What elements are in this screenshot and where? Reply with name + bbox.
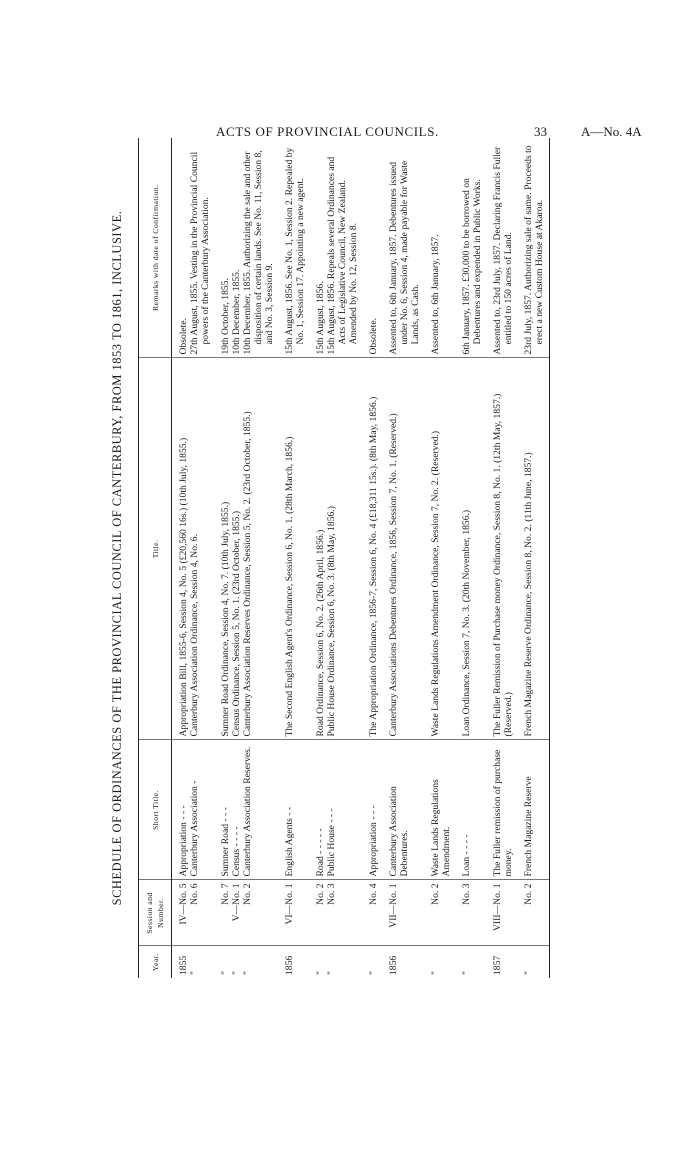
cell-year: "	[315, 971, 326, 975]
cell-title: French Magazine Reserve Ordinance, Session 8, No. 2. (11th June, 1857.)	[514, 358, 550, 740]
cell-session: No. 3	[326, 880, 359, 946]
cell-remarks	[452, 138, 483, 358]
cell-title: Waste Lands Regulations Amendment Ordinance, Session 7, No. 2. (Reserved.)	[421, 358, 452, 740]
cell-title: Canterbury Association Ordinance, Session 4, No. 6.	[189, 358, 211, 740]
cell-year: "	[430, 971, 441, 975]
cell-short-title: Appropriation - - -	[172, 740, 190, 880]
table-row	[379, 138, 421, 978]
cell-year: "	[368, 971, 379, 975]
cell-remarks	[275, 138, 306, 358]
rotated-schedule	[110, 138, 630, 978]
cell-remarks	[379, 138, 421, 358]
cell-session: V—No. 1	[231, 880, 242, 946]
cell-title: Public House Ordinance, Session 6, No. 3. (8th May, 1856.)	[326, 358, 359, 740]
cell-title: The Appropriation Ordinance, 1856-7, Session 6, No. 4 (£18,311 15s.). (8th May, 1856.)	[359, 358, 379, 740]
table-row	[242, 138, 275, 978]
cell-year: 1857	[492, 955, 503, 975]
cell-title: Loan Ordinance, Session 7, No. 3. (20th November, 1856.)	[452, 358, 483, 740]
table-row	[326, 138, 359, 978]
cell-year: 1856	[388, 955, 399, 975]
remark-line: 6th January, 1857. £30,000 to be borrowed on Debentures and expended in Public Works.	[461, 178, 483, 355]
cell-session: No. 7	[211, 880, 231, 946]
remark-line: 10th December, 1855. Authorizing the sale and other disposition of certain lands. See No. 11, Session 8, and No. 3, Session 9.	[242, 150, 275, 355]
cell-year: "	[461, 971, 472, 975]
page-number: 33	[534, 124, 547, 139]
cell-short-title: English Agents - -	[275, 740, 306, 880]
cell-remarks	[483, 138, 514, 358]
cell-session: VI—No. 1	[275, 880, 306, 946]
cell-title: Census Ordinance, Session 5, No. 1. (23rd October, 1855.)	[231, 358, 242, 740]
cell-title: The Second English Agent's Ordinance, Session 6, No. 1. (28th March, 1856.)	[275, 358, 306, 740]
cell-title: Canterbury Association Reserves Ordinance, Session 5, No. 2. (23rd October, 1855.)	[242, 358, 275, 740]
cell-year: "	[220, 971, 231, 975]
table-row	[231, 138, 242, 978]
cell-year: "	[242, 971, 253, 975]
cell-title: Canterbury Associations Debentures Ordinance, 1856, Session 7, No. 1. (Reserved.)	[379, 358, 421, 740]
cell-remarks	[359, 138, 379, 358]
cell-remarks	[211, 138, 231, 358]
cell-short-title: Sumner Road - - -	[211, 740, 231, 880]
cell-remarks	[242, 138, 275, 358]
cell-session: No. 2	[242, 880, 275, 946]
remark-line: Assented to, 6th January, 1857.	[430, 234, 441, 355]
table-row	[275, 138, 306, 978]
cell-remarks	[326, 138, 359, 358]
cell-title: The Fuller Remission of Purchase money Ordinance, Session 8, No. 1. (12th May, 1857.) (Reserved.)	[483, 358, 514, 740]
remark-line: Assented to, 23rd July, 1857. Declaring Francis Fuller entitled to 150 acres of Land.	[492, 146, 514, 355]
cell-short-title: Canterbury Association Debentures.	[379, 740, 421, 880]
table-row	[421, 138, 452, 978]
cell-year: 1855	[178, 955, 189, 975]
cell-session: IV—No. 5	[172, 880, 190, 946]
cell-session: No. 2	[421, 880, 452, 946]
table-body	[172, 138, 550, 978]
cell-year: "	[514, 946, 550, 978]
paper-code: A—No. 4A	[581, 124, 642, 139]
cell-short-title: Waste Lands Regulations Amendment.	[421, 740, 452, 880]
cell-remarks	[514, 138, 550, 358]
remark-line: Assented to, 6th January, 1857. Debentures issued under No. 6, Session 4, made payable for Waste Lands, as Cash.	[388, 160, 421, 355]
table-header-row	[139, 138, 172, 978]
remark-line: 15th August, 1856.	[315, 281, 326, 355]
column-header-title: Title.	[139, 358, 172, 740]
page-header-title: ACTS OF PROVINCIAL COUNCILS.	[216, 124, 439, 139]
cell-title: Appropriation Bill, 1855-6, Session 4, No. 5 (£20,560 16s.) (10th July, 1855.)	[172, 358, 190, 740]
column-header-short-title: Short Title.	[139, 740, 172, 880]
cell-short-title: Road - - - - -	[306, 740, 326, 880]
cell-session: No. 2	[514, 880, 550, 946]
cell-short-title: Census - - - -	[231, 740, 242, 880]
cell-short-title: Public House - - -	[326, 740, 359, 880]
cell-title: Road Ordinance, Session 6, No. 2. (26th April, 1856.)	[306, 358, 326, 740]
cell-short-title: The Fuller remission of purchase money.	[483, 740, 514, 880]
remark-line: 15th August, 1856. Repeals several Ordinances and Acts of Legislative Council, New Zealand. Amended by No. 12, Session 8.	[326, 156, 359, 355]
cell-year: "	[231, 971, 242, 975]
remark-line: Obsolete.	[368, 317, 379, 355]
cell-year: "	[326, 971, 337, 975]
cell-short-title: Canterbury Association Reserves.	[242, 740, 275, 880]
table-row	[359, 138, 379, 978]
cell-year: 1856	[284, 955, 295, 975]
cell-session: No. 4	[359, 880, 379, 946]
cell-title: Sumner Road Ordinance, Session 4, No. 7. (10th July, 1855.)	[211, 358, 231, 740]
cell-session: VII—No. 1	[379, 880, 421, 946]
cell-year: "	[189, 971, 200, 975]
cell-short-title: Loan - - - -	[452, 740, 483, 880]
cell-remarks	[306, 138, 326, 358]
remark-line: Obsolete.	[178, 317, 189, 355]
column-header-remarks: Remarks with date of Confirmation.	[139, 138, 172, 358]
table-row	[172, 138, 190, 978]
cell-remarks	[172, 138, 190, 358]
cell-session: VIII—No. 1	[483, 880, 514, 946]
cell-short-title: Canterbury Association -	[189, 740, 211, 880]
table-row	[189, 138, 211, 978]
table-row	[514, 138, 550, 978]
table-row	[483, 138, 514, 978]
table-row	[452, 138, 483, 978]
table-row	[306, 138, 326, 978]
column-header-year: Year.	[139, 946, 172, 978]
cell-remarks	[189, 138, 211, 358]
remark-line: 15th August, 1856. See No. 1, Session 2. Repealed by No. 1, Session 17. Appointing a new agent.	[284, 147, 306, 355]
cell-remarks	[421, 138, 452, 358]
ordinance-table	[138, 138, 550, 978]
cell-session: No. 3	[452, 880, 483, 946]
schedule-title: SCHEDULE OF ORDINANCES OF THE PROVINCIAL COUNCIL OF CANTERBURY, FROM 1853 TO 1861, INCLUSIVE.	[110, 210, 124, 906]
cell-short-title: French Magazine Reserve	[514, 740, 550, 880]
remark-line: 19th October, 1855.	[220, 278, 231, 355]
cell-remarks	[231, 138, 242, 358]
cell-short-title: Appropriation - - -	[359, 740, 379, 880]
cell-session: No. 6	[189, 880, 211, 946]
column-header-session: Session and Number.	[139, 880, 172, 946]
remark-line: 10th December, 1855.	[231, 269, 242, 355]
cell-session: No. 2	[306, 880, 326, 946]
remark-line: 27th August, 1855. Vesting in the Provincial Council powers of the Canterbury Association.	[189, 151, 211, 355]
remark-line: 23rd July, 1857. Authorizing sale of same. Proceeds to erect a new Custom House at Akaroa.	[523, 145, 545, 355]
table-row	[211, 138, 231, 978]
